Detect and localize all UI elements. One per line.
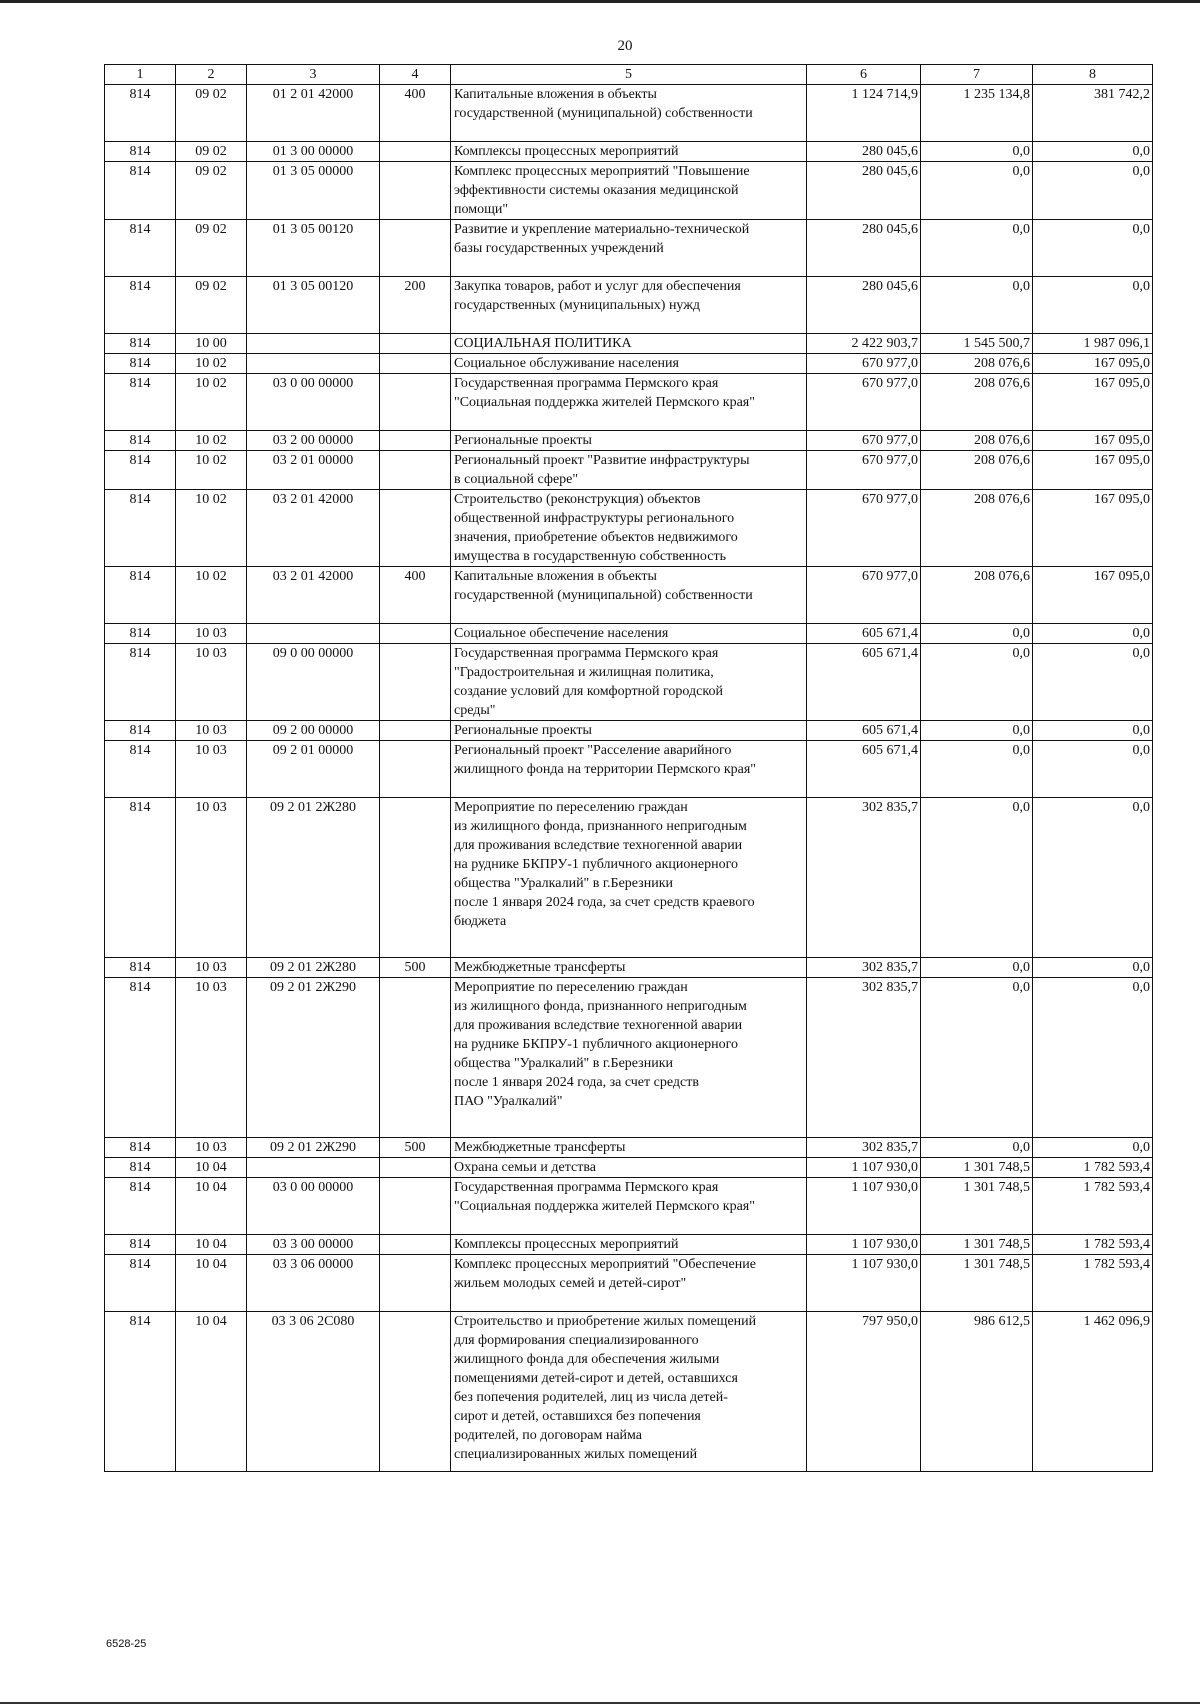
cell-col-2: 10 04: [176, 1235, 247, 1255]
cell-col-4: [380, 431, 451, 451]
table-row: [105, 374, 1153, 431]
cell-col-2: 10 03: [176, 958, 247, 978]
cell-col-7: 208 076,6: [921, 431, 1033, 451]
cell-col-8: 0,0: [1033, 162, 1153, 220]
header-col-4: 4: [380, 65, 451, 85]
cell-col-5: Государственная программа Пермского края "Градостроительная и жилищная политика, создание условий для комфортной городской среды": [451, 644, 807, 721]
table-row: [105, 1312, 1153, 1472]
cell-col-3: 03 0 00 00000: [247, 1178, 380, 1235]
table-row: [105, 85, 1153, 142]
cell-col-1: 814: [105, 85, 176, 142]
cell-col-8: 0,0: [1033, 277, 1153, 334]
cell-col-7: 1 301 748,5: [921, 1178, 1033, 1235]
cell-col-5: Комплексы процессных мероприятий: [451, 142, 807, 162]
cell-col-1: 814: [105, 1255, 176, 1312]
cell-col-7: 0,0: [921, 624, 1033, 644]
cell-col-7: 208 076,6: [921, 490, 1033, 567]
cell-col-2: 10 03: [176, 741, 247, 798]
cell-col-6: 302 835,7: [807, 978, 921, 1138]
cell-col-7: 208 076,6: [921, 567, 1033, 624]
cell-col-1: 814: [105, 1178, 176, 1235]
cell-col-2: 10 03: [176, 1138, 247, 1158]
cell-col-3: [247, 354, 380, 374]
header-col-3: 3: [247, 65, 380, 85]
cell-col-8: 0,0: [1033, 644, 1153, 721]
cell-col-6: 1 107 930,0: [807, 1178, 921, 1235]
cell-col-3: 01 3 05 00000: [247, 162, 380, 220]
cell-col-1: 814: [105, 354, 176, 374]
table-row: [105, 431, 1153, 451]
cell-col-8: 167 095,0: [1033, 374, 1153, 431]
table-row: [105, 451, 1153, 490]
cell-col-6: 670 977,0: [807, 451, 921, 490]
table-row: [105, 162, 1153, 220]
cell-col-6: 670 977,0: [807, 490, 921, 567]
cell-col-5: Межбюджетные трансферты: [451, 1138, 807, 1158]
header-col-8: 8: [1033, 65, 1153, 85]
table-row: [105, 1138, 1153, 1158]
cell-col-7: 0,0: [921, 741, 1033, 798]
cell-col-6: 605 671,4: [807, 644, 921, 721]
cell-col-6: 670 977,0: [807, 431, 921, 451]
cell-col-5: Мероприятие по переселению граждан из жилищного фонда, признанного непригодным для проживания вследствие техногенной аварии на руднике БКПРУ-1 публичного акционерного общества "Уралкалий" в г.Березники после 1 января 2024 года, за счет средств ПАО "Уралкалий": [451, 978, 807, 1138]
cell-col-7: 0,0: [921, 644, 1033, 721]
cell-col-4: [380, 624, 451, 644]
cell-col-7: 208 076,6: [921, 354, 1033, 374]
cell-col-4: [380, 1255, 451, 1312]
cell-col-8: 1 462 096,9: [1033, 1312, 1153, 1472]
cell-col-2: 09 02: [176, 277, 247, 334]
cell-col-8: 1 782 593,4: [1033, 1255, 1153, 1312]
cell-col-7: 0,0: [921, 220, 1033, 277]
cell-col-1: 814: [105, 721, 176, 741]
cell-col-5: Комплексы процессных мероприятий: [451, 1235, 807, 1255]
cell-col-6: 670 977,0: [807, 567, 921, 624]
cell-col-7: 0,0: [921, 798, 1033, 958]
cell-col-4: 200: [380, 277, 451, 334]
cell-col-2: 10 02: [176, 354, 247, 374]
cell-col-3: 09 0 00 00000: [247, 644, 380, 721]
cell-col-5: Комплекс процессных мероприятий "Обеспечение жильем молодых семей и детей-сирот": [451, 1255, 807, 1312]
cell-col-6: 280 045,6: [807, 220, 921, 277]
cell-col-2: 09 02: [176, 142, 247, 162]
cell-col-3: 03 2 01 42000: [247, 490, 380, 567]
cell-col-1: 814: [105, 162, 176, 220]
page-number: 20: [617, 38, 633, 54]
cell-col-7: 0,0: [921, 958, 1033, 978]
cell-col-3: 03 3 06 2С080: [247, 1312, 380, 1472]
cell-col-7: 0,0: [921, 1138, 1033, 1158]
table-row: [105, 334, 1153, 354]
cell-col-2: 10 02: [176, 451, 247, 490]
cell-col-3: 01 3 00 00000: [247, 142, 380, 162]
cell-col-4: [380, 1235, 451, 1255]
cell-col-6: 670 977,0: [807, 374, 921, 431]
cell-col-5: Региональный проект "Развитие инфраструктуры в социальной сфере": [451, 451, 807, 490]
cell-col-7: 0,0: [921, 277, 1033, 334]
cell-col-8: 167 095,0: [1033, 431, 1153, 451]
cell-col-6: 280 045,6: [807, 142, 921, 162]
cell-col-3: 09 2 01 2Ж280: [247, 958, 380, 978]
cell-col-3: 09 2 00 00000: [247, 721, 380, 741]
cell-col-5: Строительство (реконструкция) объектов общественной инфраструктуры регионального значения, приобретение объектов недвижимого имущества в государственную собственность: [451, 490, 807, 567]
cell-col-6: 605 671,4: [807, 741, 921, 798]
table-row: [105, 978, 1153, 1138]
cell-col-5: Государственная программа Пермского края "Социальная поддержка жителей Пермского края": [451, 374, 807, 431]
cell-col-2: 10 02: [176, 374, 247, 431]
cell-col-5: СОЦИАЛЬНАЯ ПОЛИТИКА: [451, 334, 807, 354]
header-col-5: 5: [451, 65, 807, 85]
cell-col-5: Социальное обеспечение населения: [451, 624, 807, 644]
cell-col-2: 10 04: [176, 1178, 247, 1235]
cell-col-3: 03 0 00 00000: [247, 374, 380, 431]
cell-col-6: 797 950,0: [807, 1312, 921, 1472]
cell-col-1: 814: [105, 978, 176, 1138]
cell-col-3: 09 2 01 00000: [247, 741, 380, 798]
cell-col-6: 1 124 714,9: [807, 85, 921, 142]
cell-col-5: Социальное обслуживание населения: [451, 354, 807, 374]
cell-col-4: 500: [380, 958, 451, 978]
cell-col-1: 814: [105, 220, 176, 277]
cell-col-7: 0,0: [921, 721, 1033, 741]
cell-col-5: Закупка товаров, работ и услуг для обеспечения государственных (муниципальных) нужд: [451, 277, 807, 334]
cell-col-4: [380, 721, 451, 741]
header-col-1: 1: [105, 65, 176, 85]
table-row: [105, 490, 1153, 567]
cell-col-3: 03 2 01 42000: [247, 567, 380, 624]
cell-col-2: 10 00: [176, 334, 247, 354]
cell-col-3: 09 2 01 2Ж290: [247, 1138, 380, 1158]
cell-col-1: 814: [105, 624, 176, 644]
cell-col-7: 1 301 748,5: [921, 1235, 1033, 1255]
cell-col-4: [380, 374, 451, 431]
cell-col-7: 1 301 748,5: [921, 1158, 1033, 1178]
cell-col-1: 814: [105, 1312, 176, 1472]
cell-col-4: 400: [380, 85, 451, 142]
table-row: [105, 958, 1153, 978]
cell-col-2: 09 02: [176, 85, 247, 142]
header-row: [105, 65, 1153, 85]
cell-col-7: 208 076,6: [921, 451, 1033, 490]
cell-col-4: [380, 978, 451, 1138]
cell-col-6: 302 835,7: [807, 798, 921, 958]
cell-col-4: [380, 741, 451, 798]
cell-col-1: 814: [105, 1158, 176, 1178]
cell-col-1: 814: [105, 1235, 176, 1255]
cell-col-5: Региональные проекты: [451, 431, 807, 451]
cell-col-4: [380, 798, 451, 958]
cell-col-2: 10 02: [176, 431, 247, 451]
table-row: [105, 354, 1153, 374]
table-row: [105, 721, 1153, 741]
cell-col-7: 0,0: [921, 162, 1033, 220]
cell-col-5: Государственная программа Пермского края "Социальная поддержка жителей Пермского края": [451, 1178, 807, 1235]
cell-col-2: 10 04: [176, 1312, 247, 1472]
cell-col-3: 01 3 05 00120: [247, 277, 380, 334]
cell-col-5: Мероприятие по переселению граждан из жилищного фонда, признанного непригодным для проживания вследствие техногенной аварии на руднике БКПРУ-1 публичного акционерного общества "Уралкалий" в г.Березники после 1 января 2024 года, за счет средств краевого бюджета: [451, 798, 807, 958]
cell-col-5: Строительство и приобретение жилых помещений для формирования специализированного жилищного фонда для обеспечения жилыми помещениями детей-сирот и детей, оставшихся без попечения родителей, лиц из числа детей- сирот и детей, оставшихся без попечения родителей, по договорам найма специализированных жилых помещений: [451, 1312, 807, 1472]
cell-col-8: 0,0: [1033, 978, 1153, 1138]
table-row: [105, 1158, 1153, 1178]
cell-col-4: [380, 162, 451, 220]
cell-col-6: 280 045,6: [807, 162, 921, 220]
header-col-6: 6: [807, 65, 921, 85]
cell-col-1: 814: [105, 142, 176, 162]
cell-col-1: 814: [105, 798, 176, 958]
table-row: [105, 644, 1153, 721]
cell-col-1: 814: [105, 1138, 176, 1158]
cell-col-6: 605 671,4: [807, 721, 921, 741]
cell-col-5: Охрана семьи и детства: [451, 1158, 807, 1178]
cell-col-2: 10 02: [176, 490, 247, 567]
cell-col-8: 167 095,0: [1033, 490, 1153, 567]
cell-col-8: 0,0: [1033, 958, 1153, 978]
cell-col-8: 0,0: [1033, 1138, 1153, 1158]
cell-col-2: 10 03: [176, 644, 247, 721]
cell-col-2: 09 02: [176, 220, 247, 277]
cell-col-3: 03 3 06 00000: [247, 1255, 380, 1312]
cell-col-1: 814: [105, 644, 176, 721]
header-col-2: 2: [176, 65, 247, 85]
cell-col-6: 280 045,6: [807, 277, 921, 334]
table-row: [105, 277, 1153, 334]
cell-col-4: [380, 1178, 451, 1235]
cell-col-4: [380, 142, 451, 162]
cell-col-8: 167 095,0: [1033, 451, 1153, 490]
document-code: 6528-25: [106, 1638, 147, 1650]
cell-col-3: 01 3 05 00120: [247, 220, 380, 277]
cell-col-4: [380, 354, 451, 374]
cell-col-2: 10 03: [176, 798, 247, 958]
cell-col-6: 302 835,7: [807, 1138, 921, 1158]
cell-col-3: 09 2 01 2Ж290: [247, 978, 380, 1138]
cell-col-8: 0,0: [1033, 741, 1153, 798]
cell-col-5: Комплекс процессных мероприятий "Повышение эффективности системы оказания медицинской помощи": [451, 162, 807, 220]
cell-col-8: 1 782 593,4: [1033, 1235, 1153, 1255]
cell-col-7: 208 076,6: [921, 374, 1033, 431]
cell-col-8: 0,0: [1033, 798, 1153, 958]
cell-col-1: 814: [105, 958, 176, 978]
cell-col-4: [380, 451, 451, 490]
cell-col-2: 10 03: [176, 721, 247, 741]
table-row: [105, 741, 1153, 798]
cell-col-7: 986 612,5: [921, 1312, 1033, 1472]
cell-col-4: [380, 334, 451, 354]
cell-col-1: 814: [105, 334, 176, 354]
cell-col-4: [380, 1312, 451, 1472]
cell-col-4: [380, 644, 451, 721]
cell-col-7: 1 545 500,7: [921, 334, 1033, 354]
cell-col-3: 09 2 01 2Ж280: [247, 798, 380, 958]
cell-col-8: 1 987 096,1: [1033, 334, 1153, 354]
cell-col-3: 03 3 00 00000: [247, 1235, 380, 1255]
cell-col-8: 0,0: [1033, 624, 1153, 644]
cell-col-4: [380, 1158, 451, 1178]
cell-col-5: Капитальные вложения в объекты государственной (муниципальной) собственности: [451, 85, 807, 142]
cell-col-6: 1 107 930,0: [807, 1235, 921, 1255]
cell-col-4: [380, 490, 451, 567]
cell-col-3: [247, 624, 380, 644]
cell-col-2: 09 02: [176, 162, 247, 220]
cell-col-8: 1 782 593,4: [1033, 1178, 1153, 1235]
cell-col-4: 400: [380, 567, 451, 624]
cell-col-5: Развитие и укрепление материально-технической базы государственных учреждений: [451, 220, 807, 277]
table-row: [105, 567, 1153, 624]
cell-col-2: 10 04: [176, 1255, 247, 1312]
cell-col-8: 1 782 593,4: [1033, 1158, 1153, 1178]
cell-col-8: 0,0: [1033, 142, 1153, 162]
cell-col-1: 814: [105, 277, 176, 334]
cell-col-5: Региональный проект "Расселение аварийного жилищного фонда на территории Пермского края": [451, 741, 807, 798]
cell-col-3: 03 2 00 00000: [247, 431, 380, 451]
cell-col-6: 1 107 930,0: [807, 1158, 921, 1178]
cell-col-6: 302 835,7: [807, 958, 921, 978]
cell-col-7: 0,0: [921, 978, 1033, 1138]
table-row: [105, 220, 1153, 277]
cell-col-8: 381 742,2: [1033, 85, 1153, 142]
cell-col-1: 814: [105, 374, 176, 431]
cell-col-6: 605 671,4: [807, 624, 921, 644]
table-body: [105, 85, 1153, 1472]
cell-col-1: 814: [105, 431, 176, 451]
scan-top-edge: [0, 0, 1200, 3]
table-row: [105, 1178, 1153, 1235]
cell-col-1: 814: [105, 741, 176, 798]
table-row: [105, 798, 1153, 958]
cell-col-6: 670 977,0: [807, 354, 921, 374]
cell-col-2: 10 02: [176, 567, 247, 624]
header-col-7: 7: [921, 65, 1033, 85]
cell-col-7: 1 301 748,5: [921, 1255, 1033, 1312]
cell-col-3: [247, 334, 380, 354]
cell-col-2: 10 04: [176, 1158, 247, 1178]
cell-col-2: 10 03: [176, 624, 247, 644]
cell-col-2: 10 03: [176, 978, 247, 1138]
table-row: [105, 1255, 1153, 1312]
cell-col-1: 814: [105, 490, 176, 567]
cell-col-5: Межбюджетные трансферты: [451, 958, 807, 978]
cell-col-3: [247, 1158, 380, 1178]
cell-col-5: Капитальные вложения в объекты государственной (муниципальной) собственности: [451, 567, 807, 624]
cell-col-7: 0,0: [921, 142, 1033, 162]
cell-col-8: 167 095,0: [1033, 567, 1153, 624]
cell-col-1: 814: [105, 567, 176, 624]
cell-col-8: 167 095,0: [1033, 354, 1153, 374]
budget-table: [104, 64, 1153, 1472]
cell-col-7: 1 235 134,8: [921, 85, 1033, 142]
cell-col-3: 03 2 01 00000: [247, 451, 380, 490]
cell-col-8: 0,0: [1033, 721, 1153, 741]
table-row: [105, 1235, 1153, 1255]
cell-col-4: 500: [380, 1138, 451, 1158]
cell-col-1: 814: [105, 451, 176, 490]
table-row: [105, 624, 1153, 644]
cell-col-6: 1 107 930,0: [807, 1255, 921, 1312]
cell-col-4: [380, 220, 451, 277]
table-row: [105, 142, 1153, 162]
cell-col-6: 2 422 903,7: [807, 334, 921, 354]
cell-col-5: Региональные проекты: [451, 721, 807, 741]
cell-col-3: 01 2 01 42000: [247, 85, 380, 142]
cell-col-8: 0,0: [1033, 220, 1153, 277]
